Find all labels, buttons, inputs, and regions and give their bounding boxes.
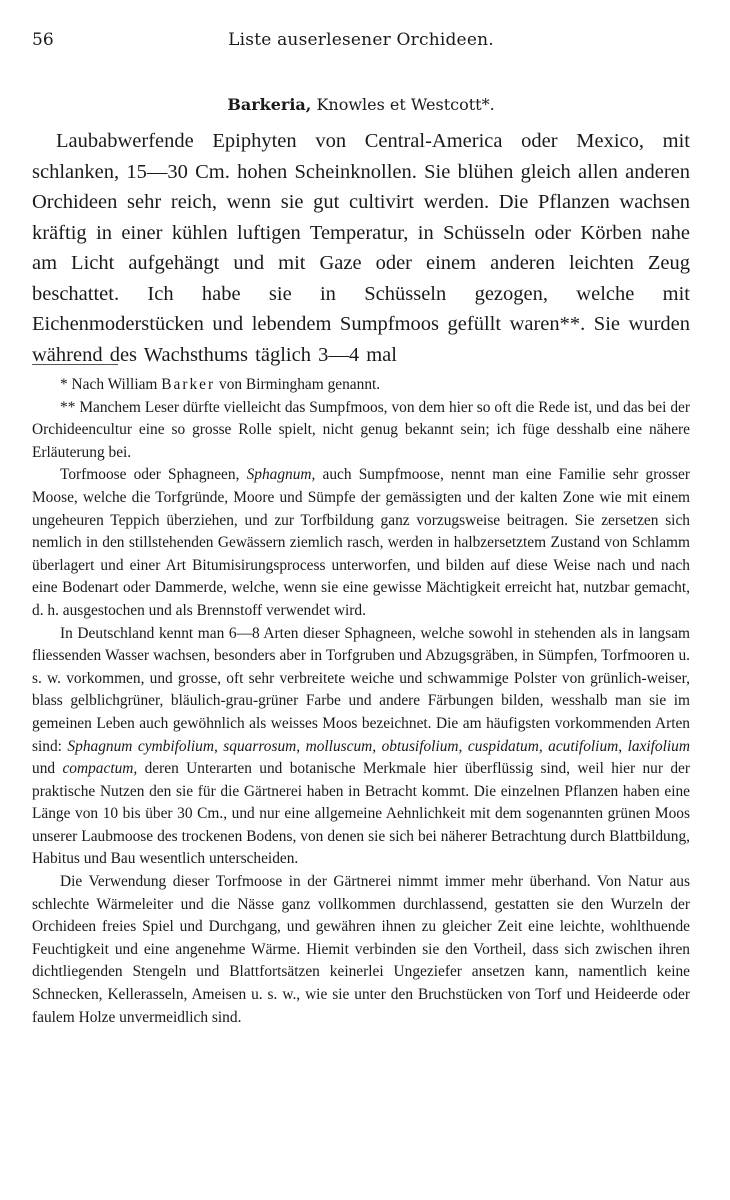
footnote-1-name: Barker [161, 376, 216, 393]
p4-body: deren Unterarten und botanische Merkmale hier überflüssig sind, weil hier nur der praktische Nutzen den sie für die Gärtnerei haben in Betracht kommt. Die einzelnen Pflanzen haben eine Länge von 10 bis über 30 Cm., und nur eine allgemeine Aehnlichkeit mit dem sogenannten grünen Moos unserer Laubmoose des trockenen Bodens, von denen sie sich bei näherer Betrachtung durch Blattbildung, Habitus und Bau wesentlich unterscheiden. [32, 760, 690, 868]
main-paragraph: Laubabwerfende Epiphyten von Central-America oder Mexico, mit schlanken, 15—30 Cm. hohen Scheinknollen. Sie blühen gleich allen anderen Orchideen sehr reich, wenn sie gut cultivirt werden. Die Pflanzen wachsen kräftig in einer kühlen luftigen Temperatur, in Schüsseln oder Körben nahe am Licht aufgehängt und mit Gaze oder einem anderen leichten Zeug beschattet. Ich habe sie in Schüsseln gezogen, welche mit Eichenmoderstücken und lebendem Sumpfmoos gefüllt waren**. Sie wurden während des Wachsthums täglich 3—4 mal [32, 130, 690, 366]
p3-latin-name: Sphagnum, [246, 466, 316, 484]
p3-lead: Torfmoose oder Sphagneen, [60, 466, 240, 484]
footnote-1-prefix: * Nach William [60, 376, 158, 393]
p4-compactum: compactum, [62, 760, 138, 778]
running-head [32, 30, 690, 54]
footnote-2: ** Manchem Leser dürfte vielleicht das Sumpfmoos, von dem hier so oft die Rede ist, und das bei der Orchideencultur eine so grosse Rolle spielt, nicht genug bekannt sein; ich füge desshalb eine nähere Erläuterung bei. [32, 398, 690, 461]
genus-name: Barkeria, [227, 95, 312, 114]
footnote-1 [32, 374, 690, 397]
footnote-1-suffix: von Birmingham genannt. [219, 376, 381, 393]
footnote-paragraph-torfmoose [32, 464, 690, 622]
footnote-paragraph-verwendung: Die Verwendung dieser Torfmoose in der Gärtnerei nimmt immer mehr überhand. Von Natur aus schlechte Wärmeleiter und die Nässe ganz vollkommen durchlassend, gestatten sie den Wurzeln der Orchideen freies Spiel und Durchgang, und gewähren ihnen zu gleicher Zeit eine leichte, wohlthuende Feuchtigkeit und eine angenehme Wärme. Hiemit verbinden sie den Vortheil, dass sich zwischen ihren dichtliegenden Stengeln und Blattfortsätzen keinerlei Ungeziefer ansetzen kann, namentlich keine Schnecken, Kellerasseln, Ameisen u. s. w., wie sie unter den Bruchstücken von Torf und Heideerde oder faulem Holze unvermeidlich sind. [32, 873, 690, 1026]
p3-body: auch Sumpfmoose, nennt man eine Familie sehr grosser Moose, welche die Torfgründe, Moore und Sümpfe der gemässigten und der kalten Zone wie mit einem ungeheuren Teppich überziehen, und zur Torfbildung ganz vorzugsweise beitragen. Sie zersetzen sich nemlich in den stillstehenden Gewässern ziemlich rasch, werden in halbzersetztem Zustand von Schlamm überlagert und einer Art Bitumisirungsprocess unterworfen, und bilden auf diese Weise nach und nach eine Bodenart oder Dammerde, welche, wenn sie eine gewisse Mächtigkeit erreicht hat, nutzbar gemacht, d. h. ausgestochen und als Brennstoff verwendet wird. [32, 466, 690, 619]
book-page [32, 0, 690, 1200]
page-number: 56 [32, 30, 54, 50]
running-title: Liste auserlesener Orchideen. [228, 30, 494, 50]
footnote-divider [32, 364, 118, 365]
p4-species-list: Sphagnum cymbifolium, squarrosum, molluscum, obtusifolium, cuspidatum, acutifolium, laxifolium [67, 737, 690, 755]
section-heading [32, 95, 690, 114]
p4-und: und [32, 760, 56, 778]
footnote-paragraph-deutschland [32, 623, 690, 872]
genus-authors: Knowles et Westcott*. [316, 95, 495, 114]
footnotes [32, 374, 690, 1029]
p4-lead: In Deutschland kennt man 6—8 Arten dieser Sphagneen, welche sowohl in stehenden als in langsam fliessenden Wasser wachsen, besonders aber in Torfgruben und Abzugsgräben, in Sümpfen, Torfmooren u. s. w. vorkommen, und grosse, oft sehr verbreitete weiche und schwammige Polster von grünlich-weiser, blass gelblichgrüner, bläulich-grau-grüner Farbe und andere Färbungen bilden, wesshalb man sie im gemeinen Leben auch gewöhnlich als weisses Moos bezeichnet. Die am häufigsten vorkommenden Arten sind: [32, 624, 690, 755]
